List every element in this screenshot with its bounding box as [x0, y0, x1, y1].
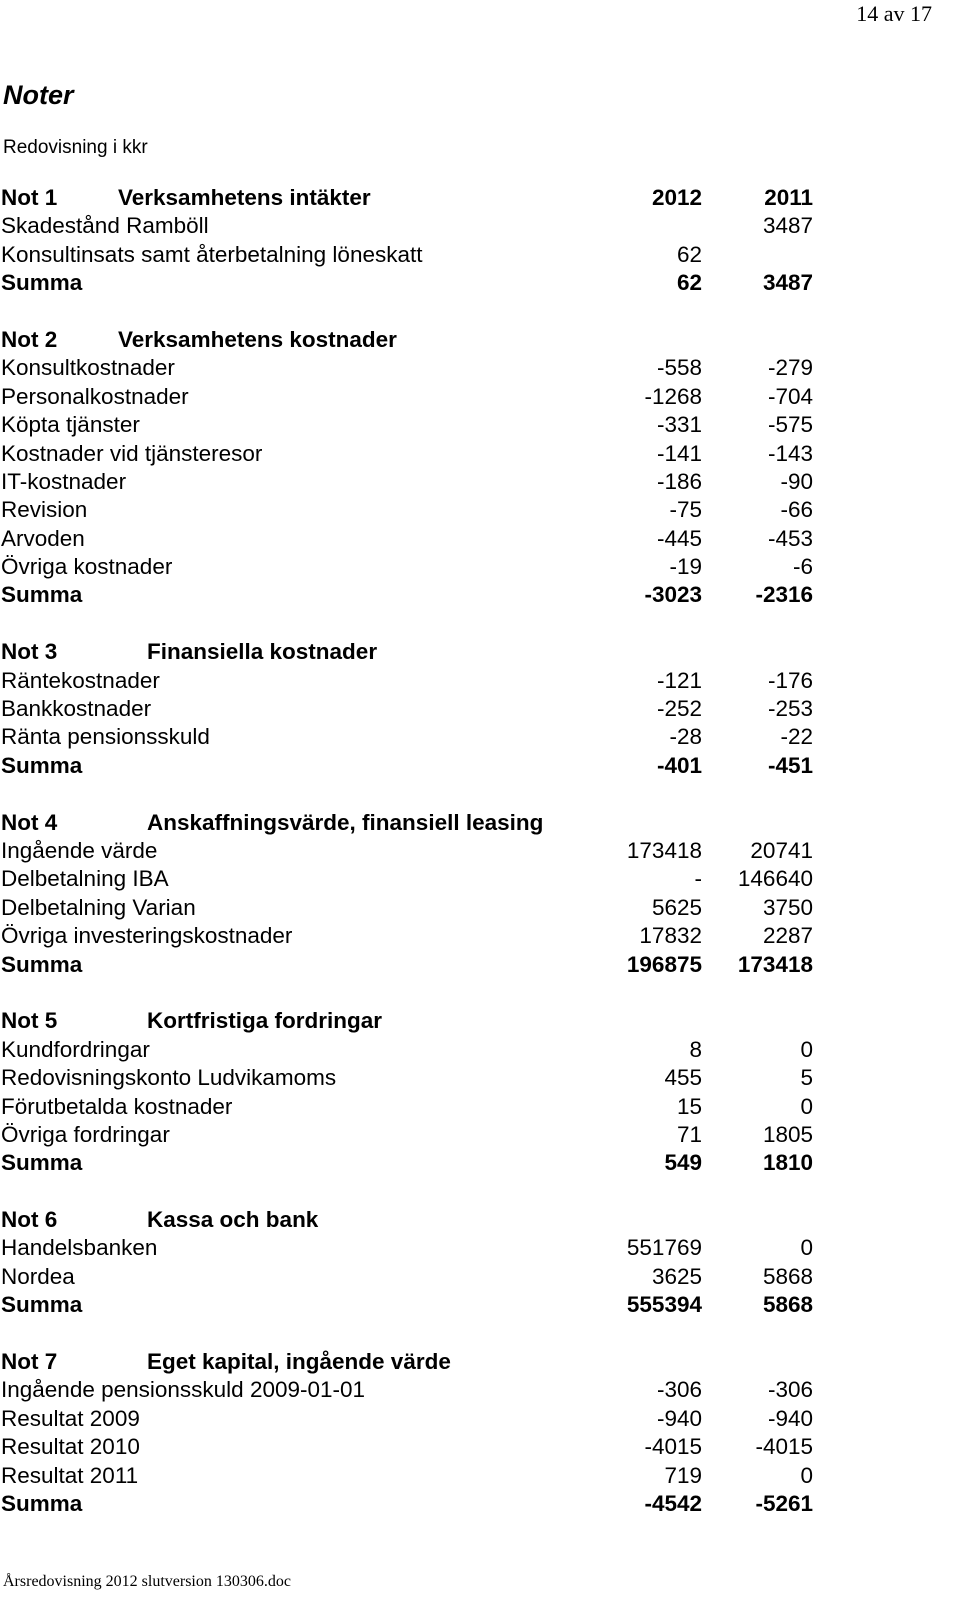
value-2012: 5625: [651, 894, 702, 920]
value-2011: -704: [767, 383, 813, 409]
note-title: Verksamhetens kostnader: [118, 326, 397, 352]
row-label: Delbetalning IBA: [1, 866, 169, 892]
value-2011: -143: [767, 440, 813, 466]
value-2011: 0: [800, 1093, 813, 1119]
note-title: Verksamhetens intäkter: [118, 185, 371, 210]
value-2012: -401: [656, 752, 702, 778]
value-2011: 0: [800, 1235, 813, 1261]
value-2011: 1805: [762, 1121, 813, 1147]
note-title: Finansiella kostnader: [147, 639, 378, 665]
row-label: Kostnader vid tjänsteresor: [1, 440, 263, 466]
value-2012: 15: [676, 1093, 702, 1119]
value-2011: 2287: [762, 923, 813, 949]
value-2012: -4542: [644, 1490, 702, 1516]
table-row: [0, 837, 960, 865]
value-2012: 17832: [639, 923, 702, 949]
value-2011: -4015: [755, 1434, 813, 1460]
value-2012: -1268: [644, 383, 702, 409]
table-row: [0, 1093, 960, 1121]
note-number: Not 2: [1, 326, 58, 352]
value-2011: -5261: [755, 1490, 813, 1516]
value-2012: -4015: [644, 1434, 702, 1460]
note-block: [0, 1206, 960, 1320]
value-2012: -3023: [644, 582, 702, 608]
table-row: [0, 1234, 960, 1262]
value-2011: 146640: [737, 866, 813, 892]
value-2011: -575: [767, 412, 813, 438]
note-block: [0, 1348, 960, 1518]
note-number: Not 7: [1, 1349, 58, 1375]
table-row: [0, 1433, 960, 1461]
value-2012: 455: [664, 1065, 702, 1091]
row-label: Summa: [1, 1292, 83, 1318]
value-2011: 20741: [750, 837, 813, 863]
value-2012: 3625: [651, 1263, 702, 1289]
value-2012: -306: [656, 1377, 702, 1403]
note-header-row: [0, 184, 960, 212]
value-2012: -: [694, 866, 702, 892]
row-label: Övriga investeringskostnader: [1, 923, 293, 949]
table-row: [0, 894, 960, 922]
value-2011: -176: [767, 667, 813, 693]
table-row: [0, 922, 960, 950]
value-2012: -558: [656, 355, 702, 381]
value-2011: 1810: [762, 1150, 813, 1176]
notes-list: [0, 184, 960, 1547]
value-2011: -306: [767, 1377, 813, 1403]
value-2011: -940: [767, 1405, 813, 1431]
row-label: Redovisningskonto Ludvikamoms: [1, 1065, 337, 1091]
value-2012: 71: [676, 1121, 702, 1147]
total-row: [0, 1149, 960, 1177]
row-label: Kundfordringar: [1, 1036, 150, 1062]
note-number: Not 5: [1, 1008, 58, 1034]
row-label: Resultat 2011: [1, 1462, 139, 1488]
page-subtitle: Redovisning i kkr: [3, 137, 148, 158]
note-number: Not 3: [1, 639, 58, 665]
table-row: [0, 667, 960, 695]
table-row: [0, 1462, 960, 1490]
row-label: Konsultkostnader: [1, 355, 175, 381]
row-label: Skadestånd Ramböll: [1, 213, 209, 239]
note-title: Anskaffningsvärde, finansiell leasing: [147, 809, 544, 835]
table-row: [0, 1121, 960, 1149]
row-label: Summa: [1, 752, 83, 778]
total-row: [0, 581, 960, 609]
value-2011: -90: [780, 468, 813, 494]
value-2012: -121: [656, 667, 702, 693]
table-row: [0, 411, 960, 439]
row-label: Räntekostnader: [1, 667, 160, 693]
note-header-row: [0, 638, 960, 666]
row-label: Övriga fordringar: [1, 1121, 170, 1147]
value-2011: 173418: [737, 951, 813, 977]
table-row: [0, 1064, 960, 1092]
value-2012: -252: [656, 696, 702, 722]
note-number: Not 1: [1, 185, 58, 210]
value-2011: 3487: [762, 213, 813, 239]
value-2012: -331: [656, 412, 702, 438]
row-label: IT-kostnader: [1, 468, 127, 494]
note-title: Kassa och bank: [147, 1207, 319, 1233]
row-label: Bankkostnader: [1, 696, 152, 722]
table-row: [0, 212, 960, 240]
table-row: [0, 383, 960, 411]
row-label: Summa: [1, 582, 83, 608]
note-block: [0, 184, 960, 298]
note-block: [0, 638, 960, 780]
total-row: [0, 752, 960, 780]
table-row: [0, 723, 960, 751]
document-footer: Årsredovisning 2012 slutversion 130306.doc: [3, 1573, 291, 1590]
note-block: [0, 809, 960, 979]
value-2012: -186: [656, 468, 702, 494]
value-2011: -6: [792, 554, 813, 580]
table-row: [0, 354, 960, 382]
value-2011: -2316: [755, 582, 813, 608]
total-row: [0, 951, 960, 979]
table-row: [0, 553, 960, 581]
row-label: Ingående värde: [1, 837, 158, 863]
value-2011: -253: [767, 696, 813, 722]
page-number: 14 av 17: [856, 1, 932, 26]
table-row: [0, 468, 960, 496]
value-2011: -451: [767, 752, 813, 778]
row-label: Resultat 2010: [1, 1434, 140, 1460]
row-label: Ingående pensionsskuld 2009-01-01: [1, 1377, 366, 1403]
value-2011: -279: [767, 355, 813, 381]
note-block: [0, 326, 960, 610]
table-row: [0, 1036, 960, 1064]
value-2011: -453: [767, 525, 813, 551]
table-row: [0, 496, 960, 524]
note-number: Not 6: [1, 1207, 58, 1233]
row-label: Personalkostnader: [1, 383, 189, 409]
value-2012: 196875: [626, 951, 702, 977]
value-2011: 5868: [762, 1263, 813, 1289]
value-2012: 551769: [626, 1235, 702, 1261]
row-label: Konsultinsats samt återbetalning löneskatt: [1, 241, 423, 267]
value-2012: -445: [656, 525, 702, 551]
value-2011: 3750: [762, 894, 813, 920]
note-header-row: [0, 1206, 960, 1234]
value-2012: -19: [669, 554, 702, 580]
row-label: Summa: [1, 1150, 83, 1176]
note-header-row: [0, 1007, 960, 1035]
note-number: Not 4: [1, 809, 58, 835]
value-2012: -940: [656, 1405, 702, 1431]
note-block: [0, 1007, 960, 1177]
row-label: Resultat 2009: [1, 1405, 140, 1431]
table-row: [0, 440, 960, 468]
value-2011: 5: [800, 1065, 813, 1091]
note-header-row: [0, 809, 960, 837]
value-2011: -22: [780, 724, 813, 750]
row-label: Handelsbanken: [1, 1235, 158, 1261]
value-2011: 0: [800, 1462, 813, 1488]
row-label: Revision: [1, 497, 88, 523]
total-row: [0, 269, 960, 297]
table-row: [0, 241, 960, 269]
table-row: [0, 865, 960, 893]
note-header-row: [0, 326, 960, 354]
value-2011: -66: [780, 497, 813, 523]
value-2012: 62: [676, 270, 702, 296]
value-2012: -141: [656, 440, 702, 466]
value-2012: 62: [676, 241, 702, 267]
table-row: [0, 1263, 960, 1291]
table-row: [0, 525, 960, 553]
note-header-row: [0, 1348, 960, 1376]
value-2012: 8: [689, 1036, 702, 1062]
table-row: [0, 695, 960, 723]
value-2012: -75: [669, 497, 702, 523]
row-label: Ränta pensionsskuld: [1, 724, 210, 750]
value-2011: 5868: [762, 1292, 813, 1318]
table-row: [0, 1405, 960, 1433]
row-label: Arvoden: [1, 525, 85, 551]
note-title: Eget kapital, ingående värde: [147, 1349, 451, 1375]
value-2012: 555394: [626, 1292, 702, 1318]
column-header-2012: 2012: [651, 185, 702, 210]
page-title: Noter: [3, 80, 74, 110]
total-row: [0, 1490, 960, 1518]
value-2012: 549: [664, 1150, 702, 1176]
column-header-2011: 2011: [764, 185, 813, 210]
row-label: Förutbetalda kostnader: [1, 1093, 233, 1119]
row-label: Summa: [1, 1490, 83, 1516]
row-label: Köpta tjänster: [1, 412, 140, 438]
table-row: [0, 1376, 960, 1404]
total-row: [0, 1291, 960, 1319]
note-title: Kortfristiga fordringar: [147, 1008, 383, 1034]
value-2012: 719: [664, 1462, 702, 1488]
row-label: Övriga kostnader: [1, 554, 173, 580]
row-label: Summa: [1, 951, 83, 977]
value-2012: -28: [669, 724, 702, 750]
value-2011: 0: [800, 1036, 813, 1062]
value-2012: 173418: [626, 837, 702, 863]
row-label: Nordea: [1, 1263, 75, 1289]
value-2011: 3487: [762, 270, 813, 296]
row-label: Summa: [1, 270, 83, 296]
row-label: Delbetalning Varian: [1, 894, 196, 920]
